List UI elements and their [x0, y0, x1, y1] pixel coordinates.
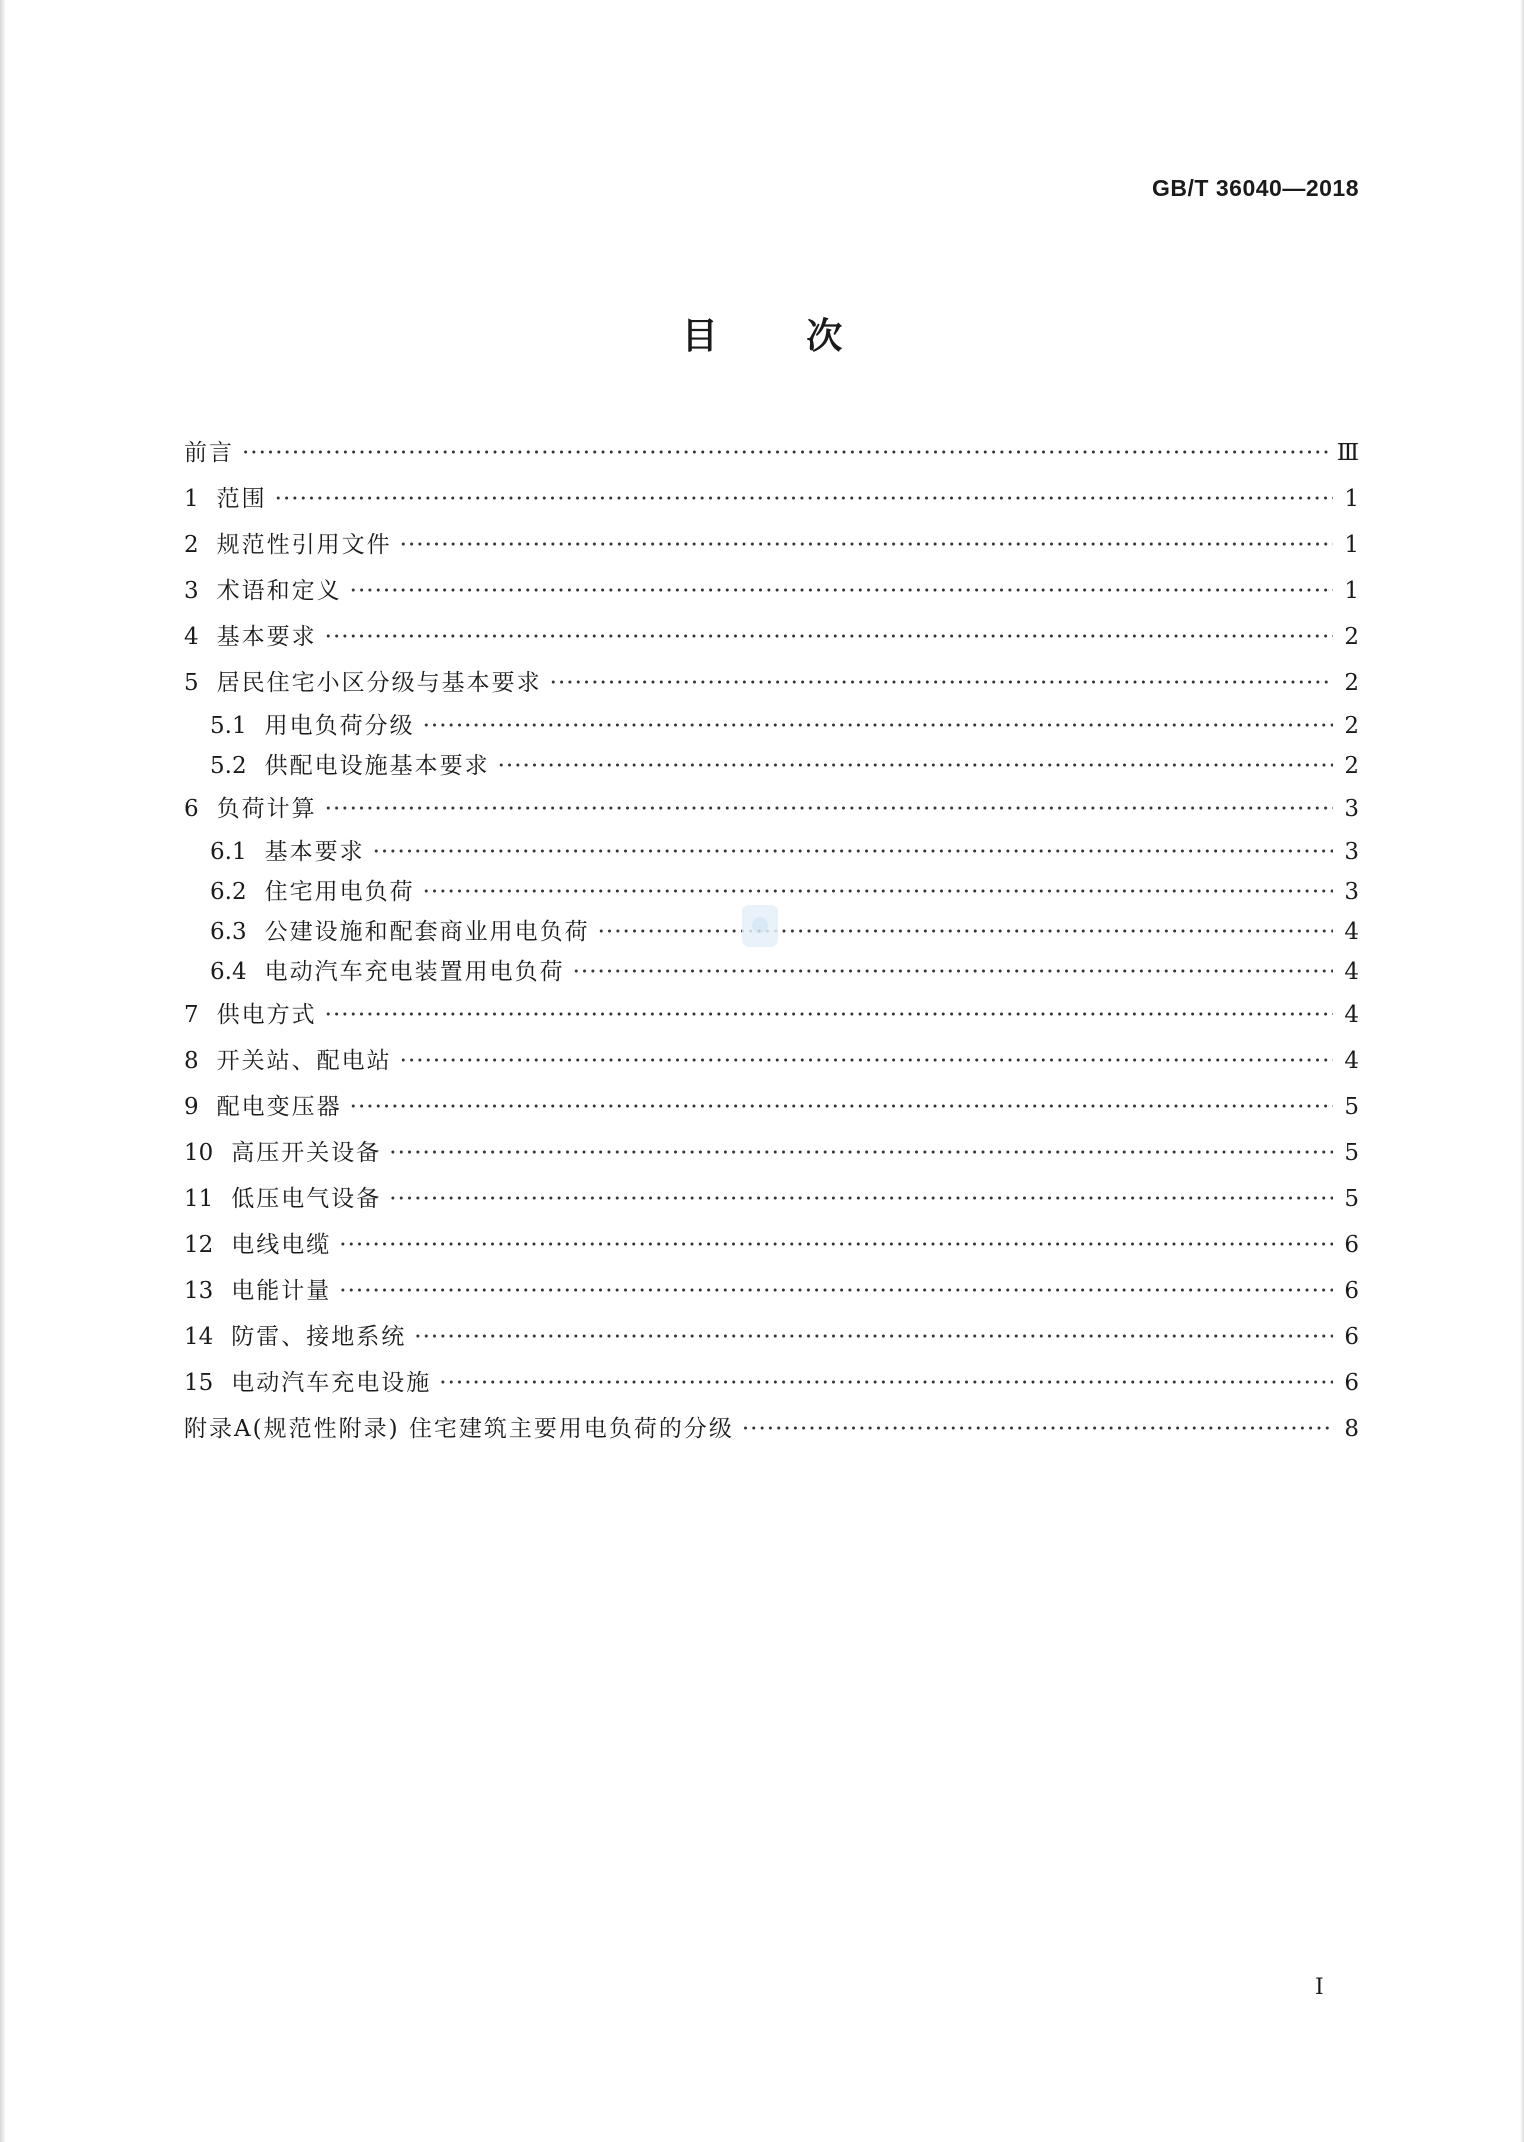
dot-leader: [373, 832, 1333, 872]
dot-leader: [400, 522, 1333, 568]
toc-entry-page: 1: [1344, 578, 1359, 604]
toc-entry-7[interactable]: [184, 992, 1359, 1038]
toc-entry-page: 4: [1344, 1048, 1359, 1074]
toc-entry-page: 6: [1344, 1232, 1359, 1258]
toc-entry-page: 3: [1344, 796, 1359, 822]
toc-entry-number: 6.2: [210, 879, 247, 905]
toc-entry-page: 1: [1344, 532, 1359, 558]
dot-leader: [598, 912, 1333, 952]
toc-entry-number: 13: [184, 1278, 214, 1304]
toc-entry-13[interactable]: [184, 1268, 1359, 1314]
toc-entry-number: 12: [184, 1232, 214, 1258]
toc-entry-number: 10: [184, 1140, 214, 1166]
toc-entry-number: 6.1: [210, 839, 247, 865]
toc-entry-page: Ⅲ: [1336, 440, 1359, 466]
toc-entry-title: 供电方式: [216, 1002, 317, 1028]
toc-entry-number: 1: [184, 486, 199, 512]
toc-entry-5-2[interactable]: [184, 746, 1359, 786]
toc-entry-title: 电动汽车充电设施: [231, 1370, 432, 1396]
toc-entry-number: 11: [184, 1186, 214, 1212]
toc-entry-page: 4: [1344, 919, 1359, 945]
toc-entry-title: 防雷、接地系统: [231, 1324, 407, 1350]
toc-entry-6[interactable]: [184, 786, 1359, 832]
toc-entry-number: 8: [184, 1048, 199, 1074]
page-number: I: [1315, 1975, 1324, 2000]
toc-entry-10[interactable]: [184, 1130, 1359, 1176]
toc-entry-title: 范围: [216, 486, 267, 512]
toc-entry-title: 负荷计算: [216, 796, 317, 822]
toc-entry-page: 5: [1344, 1094, 1359, 1120]
standard-code: GB/T 36040—2018: [1152, 175, 1359, 201]
toc-entry-title: 居民住宅小区分级与基本要求: [216, 670, 542, 696]
toc-entry-page: 2: [1344, 713, 1359, 739]
toc-entry-page: 6: [1344, 1370, 1359, 1396]
page-title: 目 次: [681, 316, 843, 357]
toc-entry-title: 开关站、配电站: [216, 1048, 392, 1074]
toc-entry-4[interactable]: [184, 614, 1359, 660]
dot-leader: [414, 1314, 1333, 1360]
toc-entry-2[interactable]: [184, 522, 1359, 568]
toc-entry-page: 3: [1344, 839, 1359, 865]
toc-entry-8[interactable]: [184, 1038, 1359, 1084]
toc-entry-number: 4: [184, 624, 199, 650]
toc-entry-title: 低压电气设备: [231, 1186, 382, 1212]
toc-entry-title: 电能计量: [231, 1278, 332, 1304]
toc-entry-5-1[interactable]: [184, 706, 1359, 746]
toc-entry-title: 用电负荷分级: [264, 713, 415, 739]
toc-entry-12[interactable]: [184, 1222, 1359, 1268]
toc-entry-page: 4: [1344, 959, 1359, 985]
dot-leader: [400, 1038, 1333, 1084]
dot-leader: [325, 786, 1333, 832]
toc-entry-number: 15: [184, 1370, 214, 1396]
dot-leader: [350, 568, 1333, 614]
toc-entry-number: 7: [184, 1002, 199, 1028]
toc-entry-title: 前言: [184, 440, 234, 466]
toc-entry-title: 住宅用电负荷: [264, 879, 415, 905]
toc-entry-number: 5.2: [210, 753, 247, 779]
toc-entry-page: 5: [1344, 1140, 1359, 1166]
toc-entry-foreword[interactable]: [184, 430, 1359, 476]
toc-entry-6-4[interactable]: [184, 952, 1359, 992]
toc-entry-14[interactable]: [184, 1314, 1359, 1360]
dot-leader: [550, 660, 1333, 706]
dot-leader: [498, 746, 1333, 786]
dot-leader: [325, 614, 1333, 660]
toc-entry-title: 电线电缆: [231, 1232, 332, 1258]
toc-entry-number: 6: [184, 796, 199, 822]
dot-leader: [742, 1406, 1333, 1452]
dot-leader: [573, 952, 1333, 992]
dot-leader: [325, 992, 1333, 1038]
toc-entry-title: 基本要求: [264, 839, 365, 865]
dot-leader: [439, 1360, 1333, 1406]
toc-entry-3[interactable]: [184, 568, 1359, 614]
dot-leader: [339, 1222, 1333, 1268]
toc-entry-9[interactable]: [184, 1084, 1359, 1130]
dot-leader: [339, 1268, 1333, 1314]
dot-leader: [423, 872, 1333, 912]
toc-entry-page: 4: [1344, 1002, 1359, 1028]
toc-entry-number: 6.3: [210, 919, 247, 945]
toc-entry-title: 高压开关设备: [231, 1140, 382, 1166]
toc-entry-title: 术语和定义: [216, 578, 342, 604]
toc-entry-title: 基本要求: [216, 624, 317, 650]
toc-entry-number: 14: [184, 1324, 214, 1350]
watermark-mark: [742, 905, 778, 947]
toc-entry-1[interactable]: [184, 476, 1359, 522]
dot-leader: [242, 430, 1329, 476]
toc-entry-appendix-a[interactable]: [184, 1406, 1359, 1452]
toc-entry-page: 1: [1344, 486, 1359, 512]
dot-leader: [389, 1176, 1333, 1222]
toc-entry-page: 3: [1344, 879, 1359, 905]
toc-entry-page: 2: [1344, 624, 1359, 650]
toc-entry-11[interactable]: [184, 1176, 1359, 1222]
toc-entry-15[interactable]: [184, 1360, 1359, 1406]
toc-entry-title: 附录A(规范性附录) 住宅建筑主要用电负荷的分级: [184, 1416, 734, 1442]
toc-entry-title: 供配电设施基本要求: [264, 753, 490, 779]
toc-entry-number: 9: [184, 1094, 199, 1120]
toc-entry-6-1[interactable]: [184, 832, 1359, 872]
toc-entry-number: 3: [184, 578, 199, 604]
toc-entry-number: 2: [184, 532, 199, 558]
dot-leader: [389, 1130, 1333, 1176]
toc-entry-page: 2: [1344, 670, 1359, 696]
toc-entry-number: 5: [184, 670, 199, 696]
dot-leader: [423, 706, 1333, 746]
toc-entry-page: 6: [1344, 1324, 1359, 1350]
dot-leader: [350, 1084, 1333, 1130]
toc-entry-page: 6: [1344, 1278, 1359, 1304]
toc-entry-title: 规范性引用文件: [216, 532, 392, 558]
toc-entry-page: 5: [1344, 1186, 1359, 1212]
toc-entry-title: 配电变压器: [216, 1094, 342, 1120]
toc-entry-page: 8: [1344, 1416, 1359, 1442]
toc-entry-title: 公建设施和配套商业用电负荷: [264, 919, 590, 945]
dot-leader: [275, 476, 1333, 522]
toc-entry-title: 电动汽车充电装置用电负荷: [264, 959, 565, 985]
toc-entry-page: 2: [1344, 753, 1359, 779]
toc-entry-5[interactable]: [184, 660, 1359, 706]
toc-entry-number: 5.1: [210, 713, 247, 739]
toc-entry-number: 6.4: [210, 959, 247, 985]
